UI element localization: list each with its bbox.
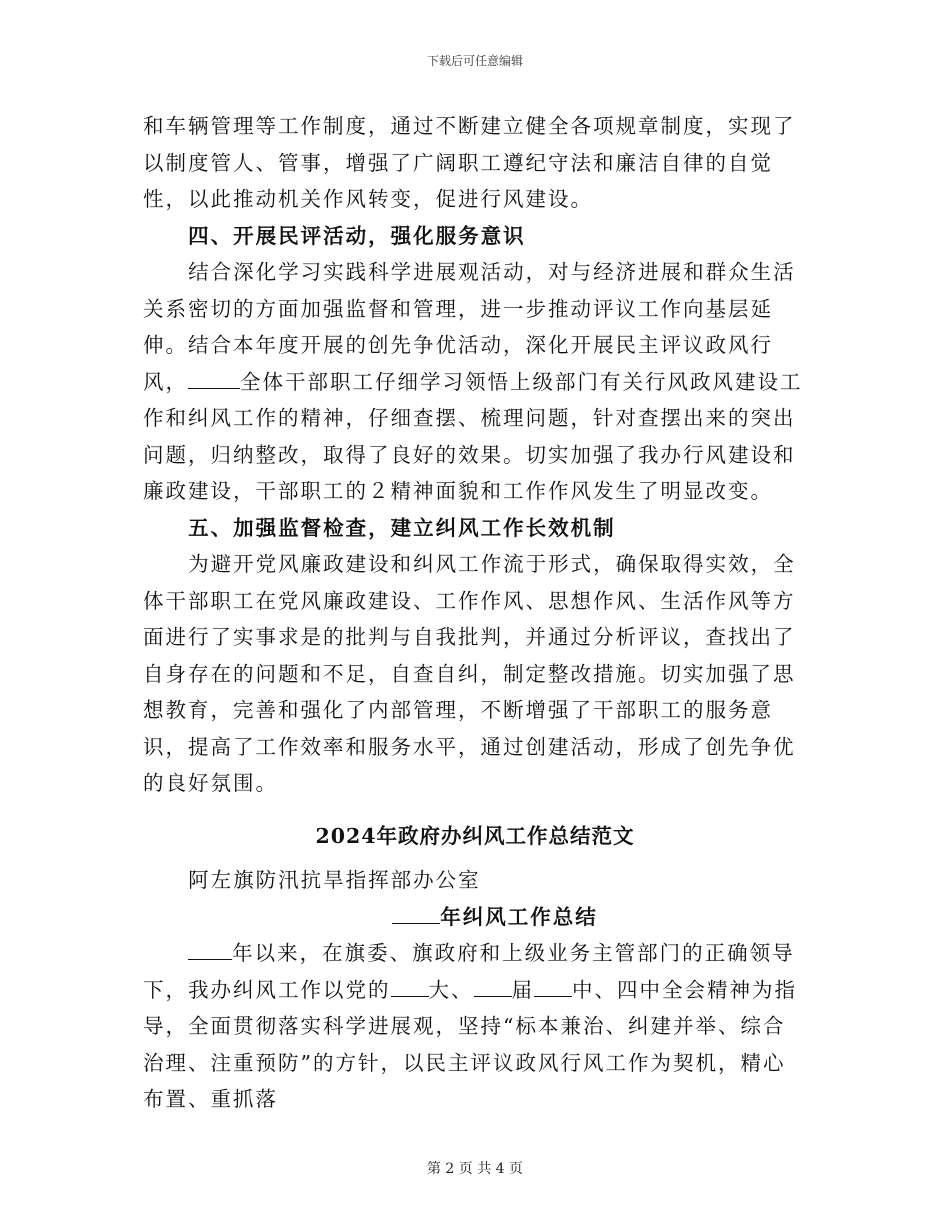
blank-line <box>474 972 512 997</box>
paragraph-summary-intro <box>143 935 807 1118</box>
subtitle-text: 年纠风工作总结 <box>440 904 598 929</box>
page-header: 下载后可任意编辑 <box>426 54 523 68</box>
paragraph-public-evaluation <box>143 254 807 510</box>
paragraph-supervision: 为避开党风廉政建设和纠风工作流于形式，确保取得实效，全体干部职工在党风廉政建设、工作作风、思想作风、生活作风等方面进行了实事求是的批判与自我批判，并通过分析评议，查找出了自身存在的问题和不足，自查自纠，制定整改措施。切实加强了思想教育，完善和强化了内部管理，不断增强了干部职工的服务意识，提高了工作效率和服务水平，通过创建活动，形成了创先争优的良好氛围。 <box>143 552 796 795</box>
blank-line <box>392 899 440 924</box>
page-number: 第 2 页 共 4 页 <box>426 1161 524 1177</box>
paragraph-text-part: 大、 <box>428 977 474 1002</box>
paragraph-text-part: 中、四中全会精神为指导，全面贯彻落实科学进展观，坚持“标本兼治、纠建并举、综合治理、注重预防”的方针，以民主评议政风行风工作为契机，精心布置、重抓落 <box>143 977 797 1111</box>
blank-line <box>534 972 572 997</box>
blank-line <box>188 364 240 389</box>
blank-line <box>188 935 232 960</box>
document-body <box>143 108 807 1118</box>
paragraph-vehicle-management: 和车辆管理等工作制度，通过不断建立健全各项规章制度，实现了以制度管人、管事，增强了广阔职工遵纪守法和廉洁自律的自觉性，以此推动机关作风转变，促进行风建设。 <box>143 114 796 211</box>
paragraph-text-part: 届 <box>511 977 534 1002</box>
office-name: 阿左旗防汛抗旱指挥部办公室 <box>188 868 481 892</box>
paragraph-text-part: 结合深化学习实践科学进展观活动，对与经济进展和群众生活关系密切的方面加强监督和管理，进一步推动评议工作向基层延伸。结合本年度开展的创先争优活动，深化开展民主评议政风行风， <box>143 260 796 394</box>
blank-line <box>391 972 429 997</box>
section-heading-4: 四、开展民评活动，强化服务意识 <box>188 223 526 248</box>
section-heading-5: 五、加强监督检查，建立纠风工作长效机制 <box>188 515 616 540</box>
paragraph-text-part: 年以来，在旗委、旗政府和上级业务主管部门的正确领导下，我办纠风工作以党的 <box>143 941 795 1002</box>
document-subtitle <box>143 899 807 936</box>
document-title: 2024年政府办纠风工作总结范文 <box>315 823 635 848</box>
paragraph-text-part: 全体干部职工仔细学习领悟上级部门有关行风政风建设工作和纠风工作的精神，仔细查摆、梳理问题，针对查摆出来的突出问题，归纳整改，取得了良好的效果。切实加强了我办行风建设和廉政建设，干部职工的２精神面貌和工作作风发生了明显改变。 <box>143 369 803 503</box>
